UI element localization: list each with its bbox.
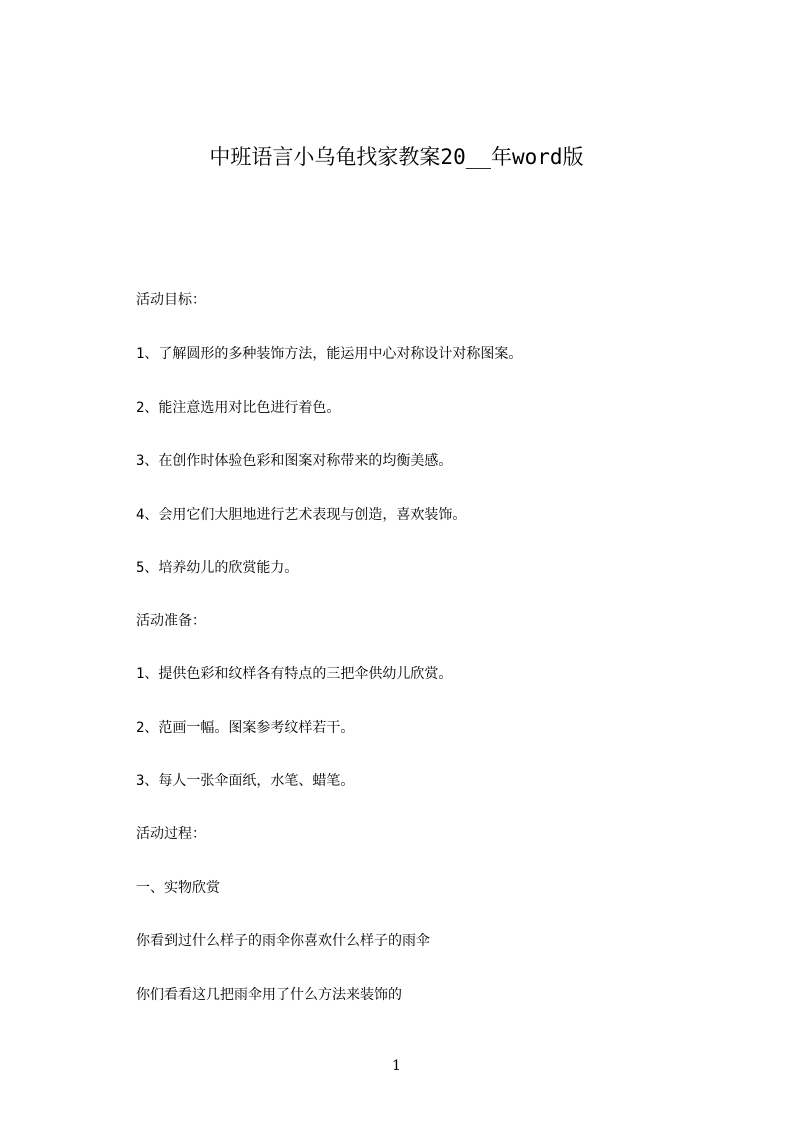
paragraph-line: 3、每人一张伞面纸，水笔、蜡笔。 [136, 773, 355, 789]
section-heading-goals: 活动目标： [136, 292, 206, 308]
document-title: 中班语言小乌龟找家教案20__年word版 [209, 145, 584, 169]
paragraph-line: 3、在创作时体验色彩和图案对称带来的均衡美感。 [136, 453, 453, 469]
paragraph-line: 你看到过什么样子的雨伞你喜欢什么样子的雨伞 [136, 933, 430, 949]
paragraph-line: 2、范画一幅。图案参考纹样若干。 [136, 720, 355, 736]
paragraph-line: 5、培养幼儿的欣赏能力。 [136, 560, 299, 576]
paragraph-line: 你们看看这几把雨伞用了什么方法来装饰的 [136, 987, 402, 1003]
section-heading-preparation: 活动准备： [136, 613, 206, 629]
paragraph-line: 4、会用它们大胆地进行艺术表现与创造，喜欢装饰。 [136, 507, 467, 523]
paragraph-line: 2、能注意选用对比色进行着色。 [136, 400, 341, 416]
paragraph-line: 1、了解圆形的多种装饰方法，能运用中心对称设计对称图案。 [136, 346, 523, 362]
paragraph-line: 1、提供色彩和纹样各有特点的三把伞供幼儿欣赏。 [136, 666, 453, 682]
page-number: 1 [392, 1058, 401, 1074]
subsection-heading: 一、实物欣赏 [136, 880, 220, 896]
section-heading-process: 活动过程： [136, 826, 206, 842]
